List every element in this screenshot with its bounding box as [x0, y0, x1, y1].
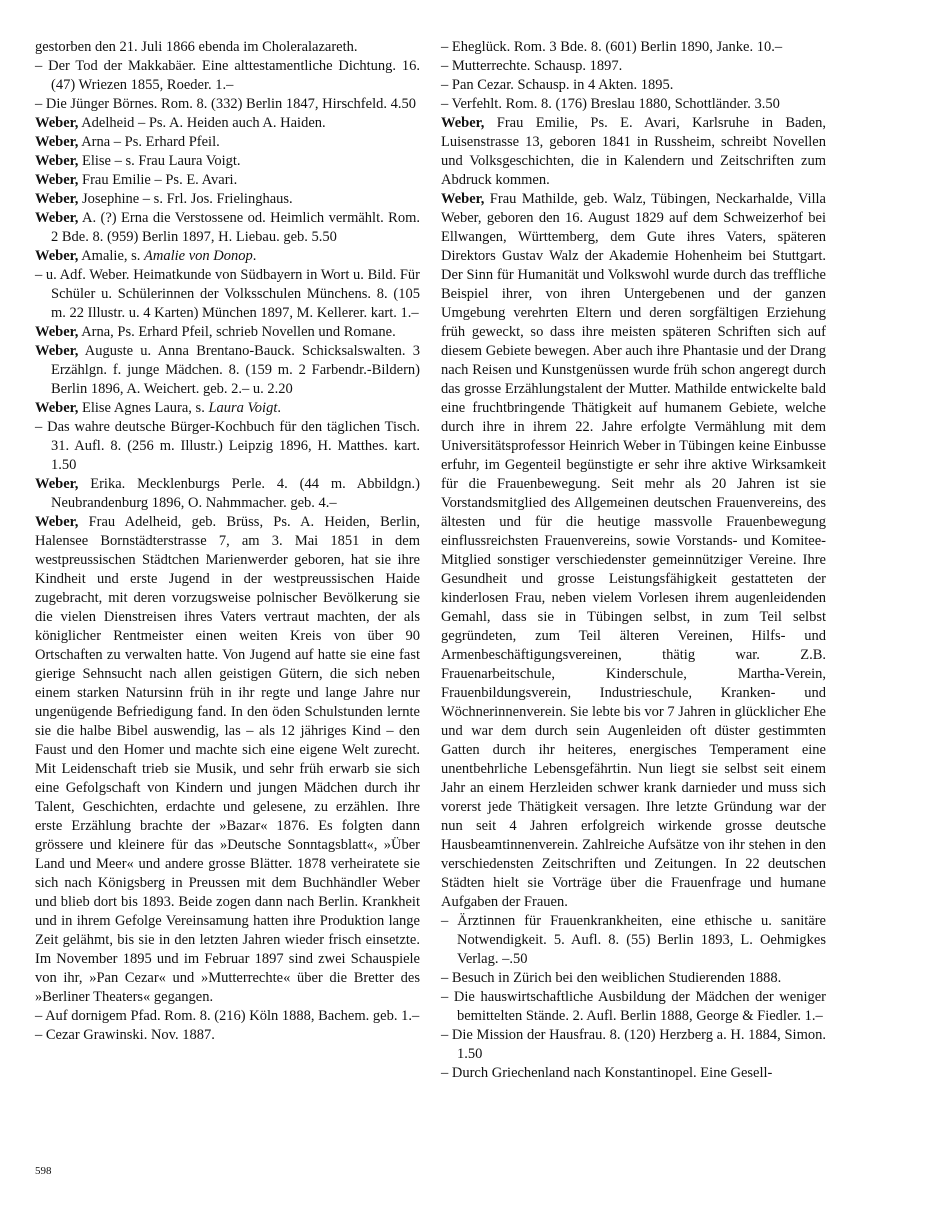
entry-text: – Auf dornigem Pfad. Rom. 8. (216) Köln 1888, Bachem. geb. 1.– [35, 1008, 420, 1024]
entry-text: – Die Mission der Hausfrau. 8. (120) Herzberg a. H. 1884, Simon. 1.50 [441, 1027, 826, 1062]
entry-head: Weber, [35, 476, 79, 492]
entry-head: Weber, [35, 324, 79, 340]
entry-text: – u. Adf. Weber. Heimatkunde von Südbayern in Wort u. Bild. Für Schüler u. Schülerinnen der Volksschulen Münchens. 8. (105 m. 22 Illustr. u. 4 Karten) München 1897, M. Kellerer. kart. 1.– [35, 267, 420, 321]
right-column [441, 38, 826, 1083]
entry-text: Adelheid – Ps. A. Heiden auch A. Haiden. [78, 115, 326, 131]
entry-text: – Verfehlt. Rom. 8. (176) Breslau 1880, Schottländer. 3.50 [441, 96, 780, 112]
entry-head: Weber, [35, 134, 79, 150]
entry-head: Weber, [441, 191, 485, 207]
bibliography-entry [441, 1026, 826, 1064]
entry-head: Weber, [35, 153, 79, 169]
entry-text: Frau Mathilde, geb. Walz, Tübingen, Neckarhalde, Villa Weber, geboren den 16. August 1829 auf dem Schweizerhof bei Ellwangen, Württemberg, dem Gute ihres Vaters, späteren Direktors Gustav Walz der Akademie Hohenheim bei Stuttgart. Der Sinn für Humanität und Volkswohl wurde durch das treffliche Beispiel ihrer, von ihren Untergebenen und der ganzen Umgebung verehrten Eltern und deren sorgfältigen Erziehung früh geweckt, so dass ihre meisten späteren Schriften sich auf diesem Gebiete bewegen. Aber auch ihre Phantasie und der Drang nach Reisen und Kunstgenüssen wurde früh schon angeregt durch das grosse Erzählungstalent der Mutter. Mathilde entwickelte bald eine fruchtbringende Thätigkeit auf humanem Gebiete, welche durch ihre in ihrem 22. Jahre erfolgte Vermählung mit dem Universitätsprofessor Heinrich Weber in Tübingen keine Einbusse erfuhr, im Gegenteil begünstigte er sehr ihre aktive Wirksamkeit für die Frauenbewegung. Seit mehr als 20 Jahren ist sie Vorstandsmitglied des Allgemeinen deutschen Frauenvereins, des ältesten und für die heutige massvolle Frauenbewegung einflussreichsten Frauenvereins, sowie Vorstands- und Komitee-Mitglied sonstiger verschiedenster gemeinnütziger Vereine. Ihre Gesundheit und grosse Leistungsfähigkeit gestatteten der kinderlosen Frau, neben vielem Vorlesen ihrem augenleidenden Gemahl, dass sie in Tübingen selbst, in zum Teil selbst gegründeten, zum Teil älteren Vereinen, Hilfs- und Armenbeschäftigungsvereinen, thätig war. Z.B. Frauenarbeitschule, Kinderschule, Martha-Verein, Frauenbildungsverein, Industrieschule, Kranken- und Wöchnerinnenverein. Sie lebte bis vor 7 Jahren in glücklicher Ehe und war dem durch sein Augenleiden oft düster gestimmten Gatten durch ihr heiteres, energisches Temperament eine unentbehrliche Lebensgefährtin. Nun liegt sie selbst seit einem Jahr an einem Herzleiden schwer krank darnieder und muss sich vorerst jede Thätigkeit versagen. Ihre letzte Gründung war der nun seit 4 Jahren erfolgreich wirkende grosse deutsche Hausbeamtinnenverein. Zahlreiche Aufsätze von ihr stehen in den verschiedensten Zeitschriften und Zeitungen. In 22 deutschen Städten hielt sie Vorträge über die Frauenfrage und humane Aufgaben der Frauen. [441, 191, 826, 910]
entry-text: Amalie, s. [78, 248, 145, 264]
bibliography-entry [35, 209, 420, 247]
bibliography-entry [441, 57, 826, 76]
entry-text: Frau Emilie, Ps. E. Avari, Karlsruhe in Baden, Luisenstrasse 13, geboren 1841 in Russheim, schreibt Novellen und Volksgeschichten, die in Kalendern und Zeitschriften zum Abdruck kommen. [441, 115, 826, 188]
page-number: 598 [35, 1165, 52, 1177]
entry-text: – Der Tod der Makkabäer. Eine alttestamentliche Dichtung. 16. (47) Wriezen 1855, Roeder. 1.– [35, 58, 420, 93]
bibliography-entry [35, 266, 420, 323]
entry-head: Weber, [35, 191, 79, 207]
entry-text: – Die Jünger Börnes. Rom. 8. (332) Berlin 1847, Hirschfeld. 4.50 [35, 96, 416, 112]
bibliography-entry [35, 513, 420, 1007]
entry-text: Frau Adelheid, geb. Brüss, Ps. A. Heiden, Berlin, Halensee Bornstädterstrasse 7, am 3. Mai 1851 in dem westpreussischen Städtchen Marienwerder geboren, hat sie ihre Kindheit und erste Jugend in der westpreussischen Haide zugebracht, mit deren vorzugsweise polnischer Bevölkerung sie die vielen Dienstreisen ihres Vaters vertraut machten, der als königlicher Rentmeister einen weiten Kreis von über 90 Ortschaften zu verwalten hatte. Von Jugend auf hatte sie eine fast gierige Sehnsucht nach allen geistigen Gütern, die sich neben einem starken Natursinn früh in ihr regte und lange Jahre nur ungenügende Befriedigung fand. In den öden Schulstunden lernte sie die halbe Bibel auswendig, las – als 12 jähriges Kind – den Faust und den Homer und machte sich eine eigene Welt zurecht. Mit Leidenschaft trieb sie Musik, und sehr früh erwarb sie sich eine Gefolgschaft von Kindern und jungen Mädchen durch ihr Talent, Geschichten, erdachte und gelesene, zu erzählen. Ihre erste Erzählung brachte der »Bazar« 1876. Es folgten dann grössere und kleinere für das »Deutsche Sonntagsblatt«, »Über Land und Meer« und andere grosse Blätter. 1878 verheiratete sie sich nach Königsberg in Preussen mit dem Buchhändler Weber und blieb dort bis 1893. Beide zogen dann nach Berlin. Krankheit und in ihrem Gefolge Vereinsamung hatten ihre Produktion lange Zeit gelähmt, bis sie in den letzten Jahren wieder frisch einsetzte. Im November 1895 und im Februar 1897 sind zwei Schauspiele von ihr, »Pan Cezar« und »Mutterrechte« über die Bretter des »Berliner Theaters« gegangen. [35, 514, 420, 1005]
entry-italic-reference: Laura Voigt [208, 400, 278, 416]
bibliography-entry [441, 114, 826, 190]
entry-text: Elise – s. Frau Laura Voigt. [78, 153, 241, 169]
bibliography-entry [441, 912, 826, 969]
bibliography-entry [35, 114, 420, 133]
bibliography-entry [35, 247, 420, 266]
entry-text: Arna, Ps. Erhard Pfeil, schrieb Novellen und Romane. [78, 324, 396, 340]
entry-text: Erika. Mecklenburgs Perle. 4. (44 m. Abbildgn.) Neubrandenburg 1896, O. Nahmmacher. geb. 4.– [51, 476, 420, 511]
bibliography-entry [441, 95, 826, 114]
bibliography-entry [35, 323, 420, 342]
bibliography-entry [35, 95, 420, 114]
entry-tail: . [277, 400, 281, 416]
entry-head: Weber, [441, 115, 485, 131]
bibliography-entry [441, 38, 826, 57]
entry-head: Weber, [35, 210, 79, 226]
entry-tail: . [252, 248, 257, 264]
entry-text: Frau Emilie – Ps. E. Avari. [78, 172, 238, 188]
bibliography-entry [35, 1007, 420, 1026]
bibliography-entry [35, 399, 420, 418]
entry-head: Weber, [35, 172, 79, 188]
entry-italic-reference: Amalie von Donop [144, 248, 253, 264]
bibliography-entry [35, 475, 420, 513]
entry-head: Weber, [35, 248, 79, 264]
entry-text: – Ärztinnen für Frauenkrankheiten, eine ethische u. sanitäre Notwendigkeit. 5. Aufl. 8. (55) Berlin 1893, L. Oehmigkes Verlag. –.50 [441, 913, 826, 967]
entry-text: – Cezar Grawinski. Nov. 1887. [35, 1027, 215, 1043]
bibliography-entry [441, 190, 826, 912]
entry-text: – Das wahre deutsche Bürger-Kochbuch für den täglichen Tisch. 31. Aufl. 8. (256 m. Illustr.) Leipzig 1896, H. Matthes. kart. 1.50 [35, 419, 420, 473]
entry-head: Weber, [35, 115, 79, 131]
bibliography-entry [441, 969, 826, 988]
bibliography-entry [441, 76, 826, 95]
entry-text: – Die hauswirtschaftliche Ausbildung der Mädchen der weniger bemittelten Stände. 2. Aufl. Berlin 1888, George & Fiedler. 1.– [441, 989, 826, 1024]
entry-head: Weber, [35, 514, 79, 530]
bibliography-entry [35, 57, 420, 95]
left-column [35, 38, 420, 1045]
bibliography-entry [441, 1064, 826, 1083]
bibliography-entry [441, 988, 826, 1026]
entry-text: A. (?) Erna die Verstossene od. Heimlich vermählt. Rom. 2 Bde. 8. (959) Berlin 1897, H. Liebau. geb. 5.50 [51, 210, 420, 245]
entry-text: – Besuch in Zürich bei den weiblichen Studierenden 1888. [441, 970, 782, 986]
bibliography-entry [35, 190, 420, 209]
entry-text: Elise Agnes Laura, s. [78, 400, 209, 416]
entry-text: Josephine – s. Frl. Jos. Frielinghaus. [78, 191, 293, 207]
entry-text: – Eheglück. Rom. 3 Bde. 8. (601) Berlin 1890, Janke. 10.– [441, 39, 783, 55]
entry-text: – Durch Griechenland nach Konstantinopel. Eine Gesell- [441, 1065, 773, 1081]
entry-text: Arna – Ps. Erhard Pfeil. [78, 134, 220, 150]
entry-head: Weber, [35, 343, 79, 359]
bibliography-entry [35, 38, 420, 57]
entry-head: Weber, [35, 400, 79, 416]
bibliography-entry [35, 418, 420, 475]
bibliography-entry [35, 133, 420, 152]
entry-text: Auguste u. Anna Brentano-Bauck. Schicksalswalten. 3 Erzählgn. f. junge Mädchen. 8. (159 m. 2 Farbendr.-Bildern) Berlin 1896, A. Weichert. geb. 2.– u. 2.20 [51, 343, 420, 397]
entry-text: – Mutterrechte. Schausp. 1897. [441, 58, 623, 74]
bibliography-entry [35, 152, 420, 171]
bibliography-entry [35, 1026, 420, 1045]
bibliography-entry [35, 171, 420, 190]
entry-text: – Pan Cezar. Schausp. in 4 Akten. 1895. [441, 77, 674, 93]
entry-text: gestorben den 21. Juli 1866 ebenda im Choleralazareth. [35, 39, 358, 55]
bibliography-entry [35, 342, 420, 399]
